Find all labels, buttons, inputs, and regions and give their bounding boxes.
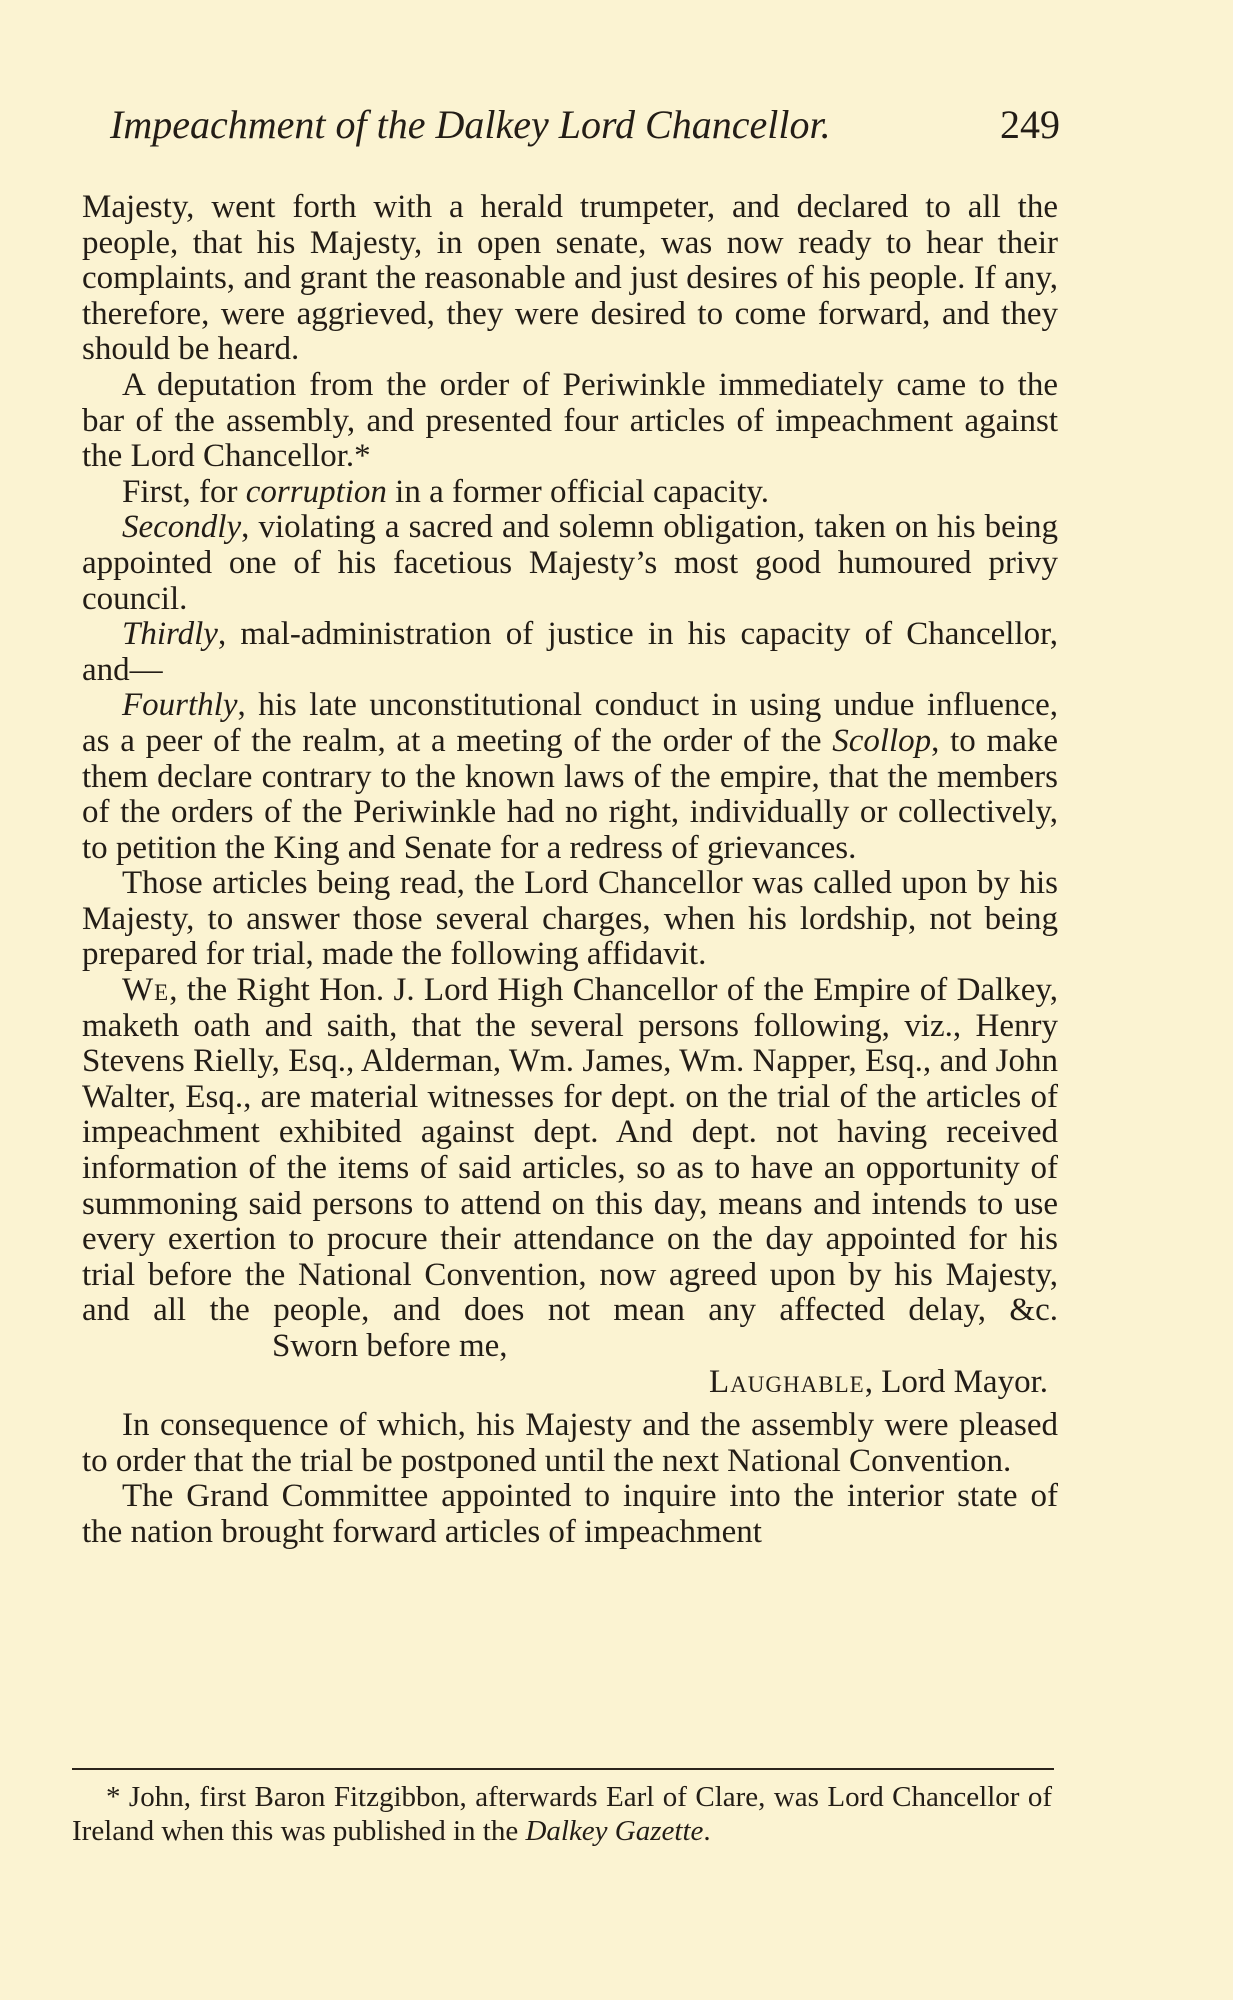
article-first-lead: First, for bbox=[122, 473, 246, 510]
signature-name: Laughable bbox=[709, 1363, 865, 1400]
affidavit bbox=[82, 973, 1058, 1365]
article-first-rest: in a former official capacity. bbox=[386, 473, 769, 510]
signature-line bbox=[82, 1365, 1058, 1401]
paragraph-grand-committee: The Grand Committee appointed to inquire into the interior state of the nation brought forward articles of impeachment bbox=[82, 1478, 1058, 1550]
article-first-emphasis: corruption bbox=[245, 473, 387, 510]
paragraph-deputation: A deputation from the order of Periwinkle immediately came to the bar of the assembly, and presented four articles of impeachment against the Lord Chancellor.* bbox=[82, 366, 1058, 475]
article-second-lead: Secondly bbox=[122, 509, 242, 546]
running-header bbox=[110, 95, 1060, 155]
footnote-rule bbox=[72, 1768, 1054, 1770]
body-text bbox=[82, 190, 1058, 1551]
paragraph-postponed: In consequence of which, his Majesty and the assembly were pleased to order that the trial be postponed until the next National Convention. bbox=[82, 1407, 1058, 1479]
article-first bbox=[82, 475, 1058, 511]
affidavit-lead: We bbox=[122, 972, 170, 1009]
running-title: Impeachment of the Dalkey Lord Chancellor. bbox=[110, 102, 831, 147]
paragraph-continuation: Majesty, went forth with a herald trumpeter, and declared to all the people, that his Majesty, in open senate, was now ready to hear their complaints, and grant the reasonable and just desires of his people. If any, therefore, were aggrieved, they were desired to come forward, and they should be heard. bbox=[82, 189, 1058, 368]
footnote bbox=[72, 1780, 1052, 1848]
article-fourth-emphasis: Scollop bbox=[832, 722, 932, 759]
footnote-text-end: . bbox=[703, 1815, 711, 1847]
page-number: 249 bbox=[1000, 102, 1060, 147]
article-fourth-text: , his late unconstitutional conduct in using undue influence, as a peer of the realm, at a meeting of the order of the bbox=[82, 687, 1058, 759]
signature-title: , Lord Mayor. bbox=[864, 1363, 1048, 1400]
paragraph-articles-read: Those articles being read, the Lord Chancellor was called upon by his Majesty, to answer those several charges, when his lordship, not being prepared for trial, made the following affidavit. bbox=[82, 865, 1058, 973]
article-fourth-lead: Fourthly bbox=[122, 687, 238, 724]
article-third-lead: Thirdly bbox=[122, 616, 218, 653]
article-second bbox=[82, 510, 1058, 617]
footnote-text bbox=[72, 1780, 1052, 1848]
article-third bbox=[82, 617, 1058, 688]
affidavit-text: , the Right Hon. J. Lord High Chancellor of the Empire of Dalkey, maketh oath and saith, that the several persons following, viz., Henry Stevens Rielly, Esq., Alderman, Wm. James, Wm. Napper, Esq., and John Walter, Esq., are material witnesses for dept. on the trial of the articles of impeachment exhibited against dept. And dept. not having received information of the items of said articles, so as to have an opportunity of summoning said persons to attend on this day, means and intends to use every exertion to procure their attendance on the day appointed for his trial before the National Convention, now agreed upon by his Majesty, and all the people, and does not mean any affected delay, &c. bbox=[82, 972, 1058, 1329]
article-fourth-rest: , to make them declare contrary to the known laws of the empire, that the members of the orders of the Periwinkle had no right, individually or collectively, to petition the King and Senate for a redress of grievances. bbox=[82, 722, 1058, 866]
footnote-text-italic: Dalkey Gazette bbox=[525, 1815, 704, 1847]
article-third-rest: , mal-administration of justice in his capacity of Chancellor, and— bbox=[82, 616, 1058, 688]
article-fourth bbox=[82, 688, 1058, 866]
article-second-rest: , violating a sacred and solemn obligation, taken on his being appointed one of his facetious Majesty’s most good humoured privy council. bbox=[82, 509, 1058, 617]
sworn-statement: Sworn before me, bbox=[272, 1328, 508, 1364]
footnote-text-main: * John, first Baron Fitzgibbon, afterwards Earl of Clare, was Lord Chancellor of Ireland when this was published in the bbox=[72, 1781, 1052, 1847]
